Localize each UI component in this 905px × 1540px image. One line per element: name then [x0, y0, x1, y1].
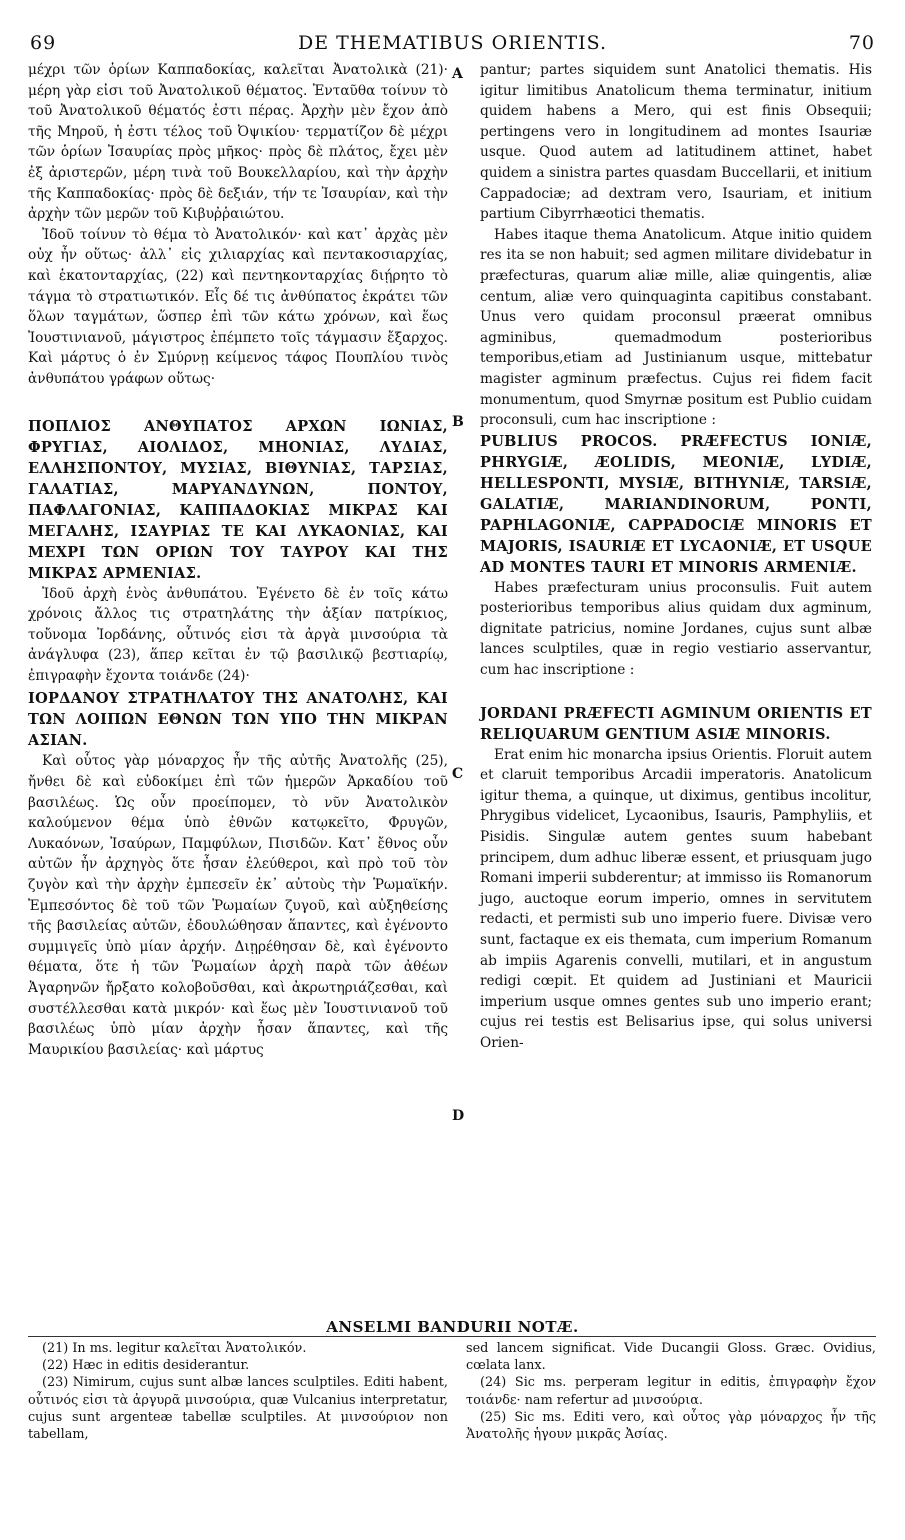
margin-letter-d: D — [452, 1108, 465, 1124]
left-page-number: 69 — [30, 32, 57, 54]
latin-inscription-heading-1: PUBLIUS PROCOS. PRÆFECTUS IONIÆ, PHRYGIÆ, ÆOLIDIS, MEONIÆ, LYDIÆ, HELLESPONTI, MYSIÆ, BITHYNIÆ, TARSIÆ, GALATIÆ, MARIANDINORUM, PONTI, PAPHLAGONIÆ, CAPPADOCIÆ MINORIS ET MAJORIS, ISAURIÆ ET LYCAONIÆ, ET USQUE AD MONTES TAURI ET MINORIS ARMENIÆ. — [480, 432, 872, 576]
latin-paragraph-1: pantur; partes siquidem sunt Anatolici thematis. His igitur limitibus Anatolicum thema terminatur, initium quidem habens a Mero, qui est finis Obsequii; pertingens vero in longitudinem ad montes Isauriæ usque. Quod autem ad latitudinem attinet, habet quidem a sinistra partes quasdam Buccellarii, et initium Cappadociæ; ad dextram vero, Isauriam, et initium partium Cibyrrhæotici thematis. — [480, 62, 872, 223]
latin-column — [480, 60, 872, 1054]
greek-paragraph-3: Ἰδοῦ ἀρχὴ ἑνὸς ἀνθυπάτου. Ἐγένετο δὲ ἐν τοῖς κάτω χρόνοις ἄλλος τις στρατηλάτης τὴν ἀξίαν πατρίκιος, τοὔνομα Ἰορδάνης, οὗτινός εἰσι τὰ ἀργὰ μινσούρια τὰ ἀνάγλυφα (23), ἅπερ κεῖται ἐν τῷ βασιλικῷ βεστιαρίῳ, ἐπιγραφὴν ἔχοντα τοιάνδε (24)· — [28, 585, 448, 684]
notes-right-column — [466, 1340, 876, 1443]
note-22: (22) Hæc in editis desiderantur. — [42, 1358, 250, 1374]
margin-letter-b: B — [452, 414, 464, 430]
greek-column — [28, 60, 448, 1060]
greek-inscription-heading-2: ΙΟΡΔΑΝΟΥ ΣΤΡΑΤΗΛΑΤΟΥ ΤΗΣ ΑΝΑΤΟΛΗΣ, ΚΑΙ ΤΩΝ ΛΟΙΠΩΝ ΕΘΝΩΝ ΤΩΝ ΥΠΟ ΤΗΝ ΜΙΚΡΑΝ ΑΣΙΑΝ. — [28, 690, 448, 750]
latin-paragraph-4: Erat enim hic monarcha ipsius Orientis. Floruit autem et claruit temporibus Arcadii imperatoris. Anatolicum igitur thema, a quinque, ut diximus, gentibus incolitur, Phrygibus videlicet, Lycaonibus, Isauris, Pamphyliis, et Pisidis. Singulæ autem gentes suum habebant principem, dum adhuc liberæ essent, et priusquam jugo Romani imperii subderentur; at immisso iis Romanorum jugo, auctoque eorum imperio, omnes in servitutem redacti, et permisti sub uno imperio fuere. Divisæ vero sunt, factaque ex eis themata, cum imperium Romanum ab impiis Agarenis convelli, mutilari, et in angustum redigi cœpit. Et quidem ad Justiniani et Mauricii imperium usque omnes gentes sub uno imperio erant; cujus rei testis est Belisarius ipse, qui solus universi Orien- — [480, 746, 872, 1051]
note-25: (25) Sic ms. Editi vero, καὶ οὗτος γὰρ μόναρχος ἦν τῆς Ἀνατολῆς ἡγουν μικρᾶς Ἀσίας. — [466, 1409, 876, 1443]
running-header — [30, 32, 875, 58]
margin-letter-a: A — [452, 66, 463, 82]
note-24: (24) Sic ms. perperam legitur in editis, ἐπιγραφὴν ἔχον τοιάνδε· nam refertur ad μινσούρια. — [466, 1375, 876, 1408]
greek-paragraph-2: Ἰδοῦ τοίνυν τὸ θέμα τὸ Ἀνατολικόν· καὶ κατ᾽ ἀρχὰς μὲν οὐχ ἦν οὕτως· ἀλλ᾽ εἰς χιλιαρχίας καὶ πεντακοσιαρχίας, καὶ ἑκατονταρχίας, (22) καὶ πεντηκονταρχίας διῄρητο τὸ τάγμα τὸ στρατιωτικόν. Εἷς δέ τις ἀνθύπατος ἐκράτει τῶν ὅλων ταγμάτων, ὥσπερ ἐπὶ τῶν κάτω χρόνων, καὶ ἕως Ἰουστινιανοῦ, μάγιστρος ἐπέμπετο τοῖς τάγμασιν ἔξαρχος. Καὶ μάρτυς ὁ ἐν Σμύρνῃ κείμενος τάφος Πουπλίου τινὸς ἀνθυπάτου γράφων οὕτως· — [28, 226, 448, 387]
latin-inscription-heading-2: JORDANI PRÆFECTI AGMINUM ORIENTIS ET RELIQUARUM GENTIUM ASIÆ MINORIS. — [480, 704, 872, 743]
notes-title: ANSELMI BANDURII NOTÆ. — [326, 1318, 579, 1336]
note-21: (21) In ms. legitur καλεῖται Ἀνατολικόν. — [42, 1341, 307, 1356]
greek-inscription-heading-1: ΠΟΠΛΙΟΣ ΑΝΘΥΠΑΤΟΣ ΑΡΧΩΝ ΙΩΝΙΑΣ, ΦΡΥΓΙΑΣ, ΑΙΟΛΙΔΟΣ, ΜΗΟΝΙΑΣ, ΛΥΔΙΑΣ, ΕΛΛΗΣΠΟΝΤΟΥ, ΜΥΣΙΑΣ, ΒΙΘΥΝΙΑΣ, ΤΑΡΣΙΑΣ, ΓΑΛΑΤΙΑΣ, ΜΑΡΥΑΝΔΥΝΩΝ, ΠΟΝΤΟΥ, ΠΑΦΛΑΓΟΝΙΑΣ, ΚΑΠΠΑΔΟΚΙΑΣ ΜΙΚΡΑΣ ΚΑΙ ΜΕΓΑΛΗΣ, ΙΣΑΥΡΙΑΣ ΤΕ ΚΑΙ ΛΥΚΑΟΝΙΑΣ, ΚΑΙ ΜΕΧΡΙ ΤΩΝ ΟΡΙΩΝ ΤΟΥ ΤΑΥΡΟΥ ΚΑΙ ΤΗΣ ΜΙΚΡΑΣ ΑΡΜΕΝΙΑΣ. — [28, 417, 448, 582]
greek-paragraph-4: Καὶ οὗτος γὰρ μόναρχος ἦν τῆς αὐτῆς Ἀνατολῆς (25), ἤνθει δὲ καὶ εὐδοκίμει ἐπὶ τῶν ἡμερῶν Ἀρκαδίου τοῦ βασιλέως. Ὡς οὖν προείπομεν, τὸ νῦν Ἀνατολικὸν καλούμενον θέμα ὑπὸ ἐθνῶν κατῳκεῖτο, Φρυγῶν, Λυκαόνων, Ἰσαύρων, Παμφύλων, Πισιδῶν. Κατ᾽ ἔθνος οὖν αὐτῶν ἦν ἀρχηγὸς ὅτε ἦσαν ἐλεύθεροι, καὶ πρὸ τοῦ τὸν ζυγὸν καὶ τὴν ἀρχὴν ἐμπεσεῖν ἐκ᾽ αὐτοὺς τὴν Ῥωμαϊκήν. Ἐμπεσόντος δὲ τοῦ τῶν Ῥωμαίων ζυγοῦ, καὶ αὐξηθείσης τῆς βασιλείας αὐτῶν, ἐδουλώθησαν ἅπαντες, καὶ ἐγένοντο συμμιγεῖς ὑπὸ μίαν ἀρχήν. Διῃρέθησαν δὲ, καὶ ἐγένοντο θέματα, ὅτε ἡ τῶν Ῥωμαίων ἀρχὴ παρὰ τῶν ἀθέων Ἀγαρηνῶν ἤρξατο κολοβοῦσθαι, καὶ ἀκρωτηριάζεσθαι, καὶ συστέλλεσθαι κατὰ μικρόν· καὶ ἕως μὲν Ἰουστινιανοῦ τοῦ βασιλέως ὑπὸ μίαν ἀρχὴν ἦσαν ἅπαντες, καὶ τῆς Μαυρικίου βασιλείας· καὶ μάρτυς — [28, 753, 448, 1058]
note-23-continued: sed lancem significat. Vide Ducangii Gloss. Græc. Ovidius, cœlata lanx. — [466, 1341, 876, 1374]
note-23: (23) Nimirum, cujus sunt albæ lances sculptiles. Editi habent, οὗτινός εἰσι τὰ ἀργυρᾶ μινσούρια, quæ Vulcanius interpretatur, cujus sunt argenteæ tabellæ sculptiles. At μινσούριον non tabellam, — [28, 1375, 448, 1443]
notes-left-column — [28, 1340, 448, 1443]
page-title: DE THEMATIBUS ORIENTIS. — [297, 32, 608, 54]
latin-paragraph-2: Habes itaque thema Anatolicum. Atque initio quidem res ita se non habuit; sed agmen militare dividebatur in præfecturas, quarum aliæ mille, aliæ quingentis, aliæ centum, aliæ vero quinquaginta capitibus constabant. Unus vero quidam proconsul præerat omnibus agminibus, quemadmodum posterioribus temporibus,etiam ad Justinianum usque, mittebatur magister agminum præfectus. Cujus rei fidem facit monumentum, quod Smyrnæ positum est Publio cuidam proconsuli, cum hac inscriptione : — [480, 226, 872, 429]
right-page-number: 70 — [848, 32, 875, 54]
greek-paragraph-1: μέχρι τῶν ὁρίων Καππαδοκίας, καλεῖται Ἀνατολικὰ (21)· μέρη γὰρ εἰσι τοῦ Ἀνατολικοῦ θέματος. Ἐνταῦθα τοίνυν τὸ τοῦ Ἀνατολικοῦ θέματός ἐστι πέρας. Ἀρχὴν μὲν ἔχον ἀπὸ τῆς Μηροῦ, ἡ ἐστι τέλος τοῦ Ὀψικίου· τερματίζον δὲ μέχρι τῶν ὁρίων Ἰσαυρίας πρὸς μῆκος· πρὸς δὲ πλάτος, ἔχει μὲν ἐξ ἀριστερῶν, μέρη τινὰ τοῦ Βουκελλαρίου, καὶ τὴν ἀρχὴν τῆς Καππαδοκίας· πρὸς δὲ δεξιάν, τήν τε Ἰσαυρίαν, καὶ τὴν ἀρχὴν τῶν μερῶν τοῦ Κιβυῤῥαιώτου. — [28, 62, 448, 223]
notes-divider — [28, 1336, 876, 1337]
latin-paragraph-3: Habes præfecturam unius proconsulis. Fuit autem posterioribus temporibus alius quidam dux agminum, dignitate patricius, nomine Jordanes, cujus sunt albæ lances sculptiles, quæ in regio vestiario asservantur, cum hac inscriptione : — [480, 579, 872, 679]
margin-letter-c: C — [452, 766, 464, 782]
